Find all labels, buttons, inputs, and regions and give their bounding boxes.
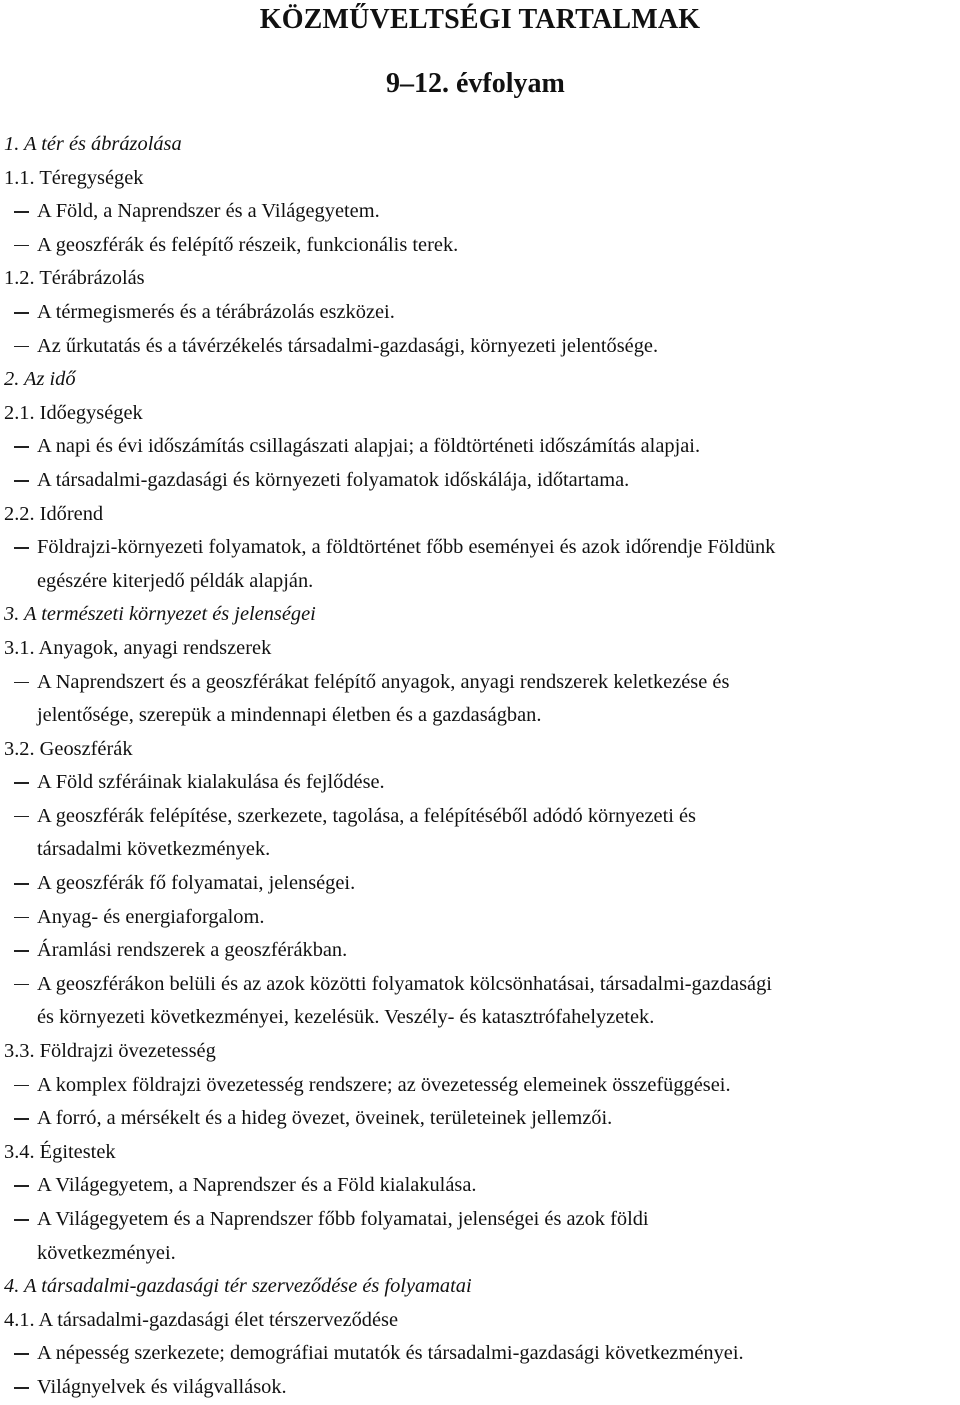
bullet-continuation: egészére kiterjedő példák alapján.: [37, 569, 314, 592]
bullet-text: A térmegismerés és a térábrázolás eszközei.: [37, 300, 395, 323]
section-heading: 3. A természeti környezet és jelenségei: [4, 603, 316, 626]
bullet-text: A geoszférák felépítése, szerkezete, tagolása, a felépítéséből adódó környezeti és: [37, 804, 696, 827]
bullet-item: [4, 1102, 956, 1136]
bullet-item: [4, 1371, 956, 1405]
dash-bullet-icon: [14, 1219, 29, 1221]
bullet-item: [4, 430, 956, 464]
bullet-item: [4, 934, 956, 968]
dash-bullet-icon: [14, 547, 29, 549]
grade-heading: 9–12. évfolyam: [386, 68, 565, 99]
dash-bullet-icon: [14, 446, 29, 448]
subsection-heading: 3.3. Földrajzi övezetesség: [4, 1040, 216, 1063]
bullet-text: A Föld, a Naprendszer és a Világegyetem.: [37, 200, 380, 223]
bullet-item: [4, 1069, 956, 1103]
bullet-text: Az űrkutatás és a távérzékelés társadalmi-gazdasági, környezeti jelentősége.: [37, 334, 659, 357]
bullet-item: [4, 867, 956, 901]
subsection-heading: 3.2. Geoszférák: [4, 737, 133, 760]
subsection-heading: 1.2. Térábrázolás: [4, 267, 145, 290]
dash-bullet-icon: [14, 480, 29, 482]
dash-bullet-icon: [14, 1185, 29, 1187]
bullet-continuation: jelentősége, szerepük a mindennapi életben és a gazdaságban.: [37, 704, 542, 727]
dash-bullet-icon: [14, 883, 29, 885]
bullet-text: A forró, a mérsékelt és a hideg övezet, öveinek, területeinek jellemzői.: [37, 1107, 613, 1130]
bullet-continuation: következményei.: [37, 1241, 176, 1264]
bullet-text: Anyag- és energiaforgalom.: [37, 905, 265, 928]
dash-bullet-icon: [14, 346, 29, 348]
page-title: KÖZMŰVELTSÉGI TARTALMAK: [259, 4, 701, 35]
bullet-item: [4, 330, 956, 364]
subsection-heading: 2.1. Időegységek: [4, 401, 143, 424]
subsection-heading: 2.2. Időrend: [4, 502, 104, 525]
document-body: [4, 128, 956, 1405]
bullet-text: A társadalmi-gazdasági és környezeti folyamatok időskálája, időtartama.: [37, 468, 630, 491]
dash-bullet-icon: [14, 1387, 29, 1389]
bullet-item: [4, 666, 956, 700]
bullet-continuation: és környezeti következményei, kezelésük. Veszély- és katasztrófahelyzetek.: [37, 1006, 655, 1029]
bullet-item: [4, 531, 956, 565]
dash-bullet-icon: [14, 1085, 29, 1087]
dash-bullet-icon: [14, 245, 29, 247]
bullet-item: [4, 968, 956, 1002]
bullet-text: A komplex földrajzi övezetesség rendszere; az övezetesség elemeinek összefüggései.: [37, 1073, 731, 1096]
bullet-item: [4, 1337, 956, 1371]
bullet-text: A geoszférák és felépítő részeik, funkcionális terek.: [37, 233, 459, 256]
dash-bullet-icon: [14, 312, 29, 314]
section-heading: 2. Az idő: [4, 368, 76, 391]
bullet-text: A Világegyetem, a Naprendszer és a Föld kialakulása.: [37, 1174, 477, 1197]
dash-bullet-icon: [14, 211, 29, 213]
bullet-item: [4, 1203, 956, 1237]
bullet-item: [4, 800, 956, 834]
bullet-text: A napi és évi időszámítás csillagászati alapjai; a földtörténeti időszámítás alapjai.: [37, 435, 701, 458]
section-heading: 1. A tér és ábrázolása: [4, 133, 182, 155]
section-heading: 4. A társadalmi-gazdasági tér szerveződése és folyamatai: [4, 1275, 472, 1298]
dash-bullet-icon: [14, 682, 29, 684]
bullet-text: A Naprendszert és a geoszférákat felépítő anyagok, anyagi rendszerek keletkezése és: [37, 670, 730, 693]
bullet-item: [4, 464, 956, 498]
subsection-heading: 4.1. A társadalmi-gazdasági élet térszerveződése: [4, 1308, 399, 1331]
subsection-heading: 3.4. Égitestek: [4, 1140, 116, 1163]
bullet-text: A geoszférákon belüli és az azok közötti folyamatok kölcsönhatásai, társadalmi-gazdasági: [37, 972, 772, 995]
dash-bullet-icon: [14, 1118, 29, 1120]
bullet-item: [4, 766, 956, 800]
subsection-heading: 3.1. Anyagok, anyagi rendszerek: [4, 636, 272, 659]
bullet-text: A Föld szféráinak kialakulása és fejlődése.: [37, 771, 385, 794]
bullet-item: [4, 195, 956, 229]
dash-bullet-icon: [14, 984, 29, 986]
bullet-text: Világnyelvek és világvallások.: [37, 1375, 287, 1398]
bullet-item: [4, 229, 956, 263]
bullet-text: A Világegyetem és a Naprendszer főbb folyamatai, jelenségei és azok földi: [37, 1208, 649, 1230]
dash-bullet-icon: [14, 917, 29, 919]
dash-bullet-icon: [14, 1353, 29, 1355]
bullet-continuation: társadalmi következmények.: [37, 838, 271, 861]
bullet-text: Földrajzi-környezeti folyamatok, a földtörténet főbb eseményei és azok időrendje Földünk: [37, 536, 776, 559]
dash-bullet-icon: [14, 816, 29, 818]
dash-bullet-icon: [14, 782, 29, 784]
bullet-text: Áramlási rendszerek a geoszférákban.: [37, 939, 348, 962]
bullet-item: [4, 296, 956, 330]
dash-bullet-icon: [14, 950, 29, 952]
bullet-text: A népesség szerkezete; demográfiai mutatók és társadalmi-gazdasági következményei.: [37, 1342, 744, 1365]
bullet-item: [4, 1169, 956, 1203]
bullet-item: [4, 901, 956, 935]
bullet-text: A geoszférák fő folyamatai, jelenségei.: [37, 872, 356, 895]
subsection-heading: 1.1. Téregységek: [4, 166, 144, 189]
